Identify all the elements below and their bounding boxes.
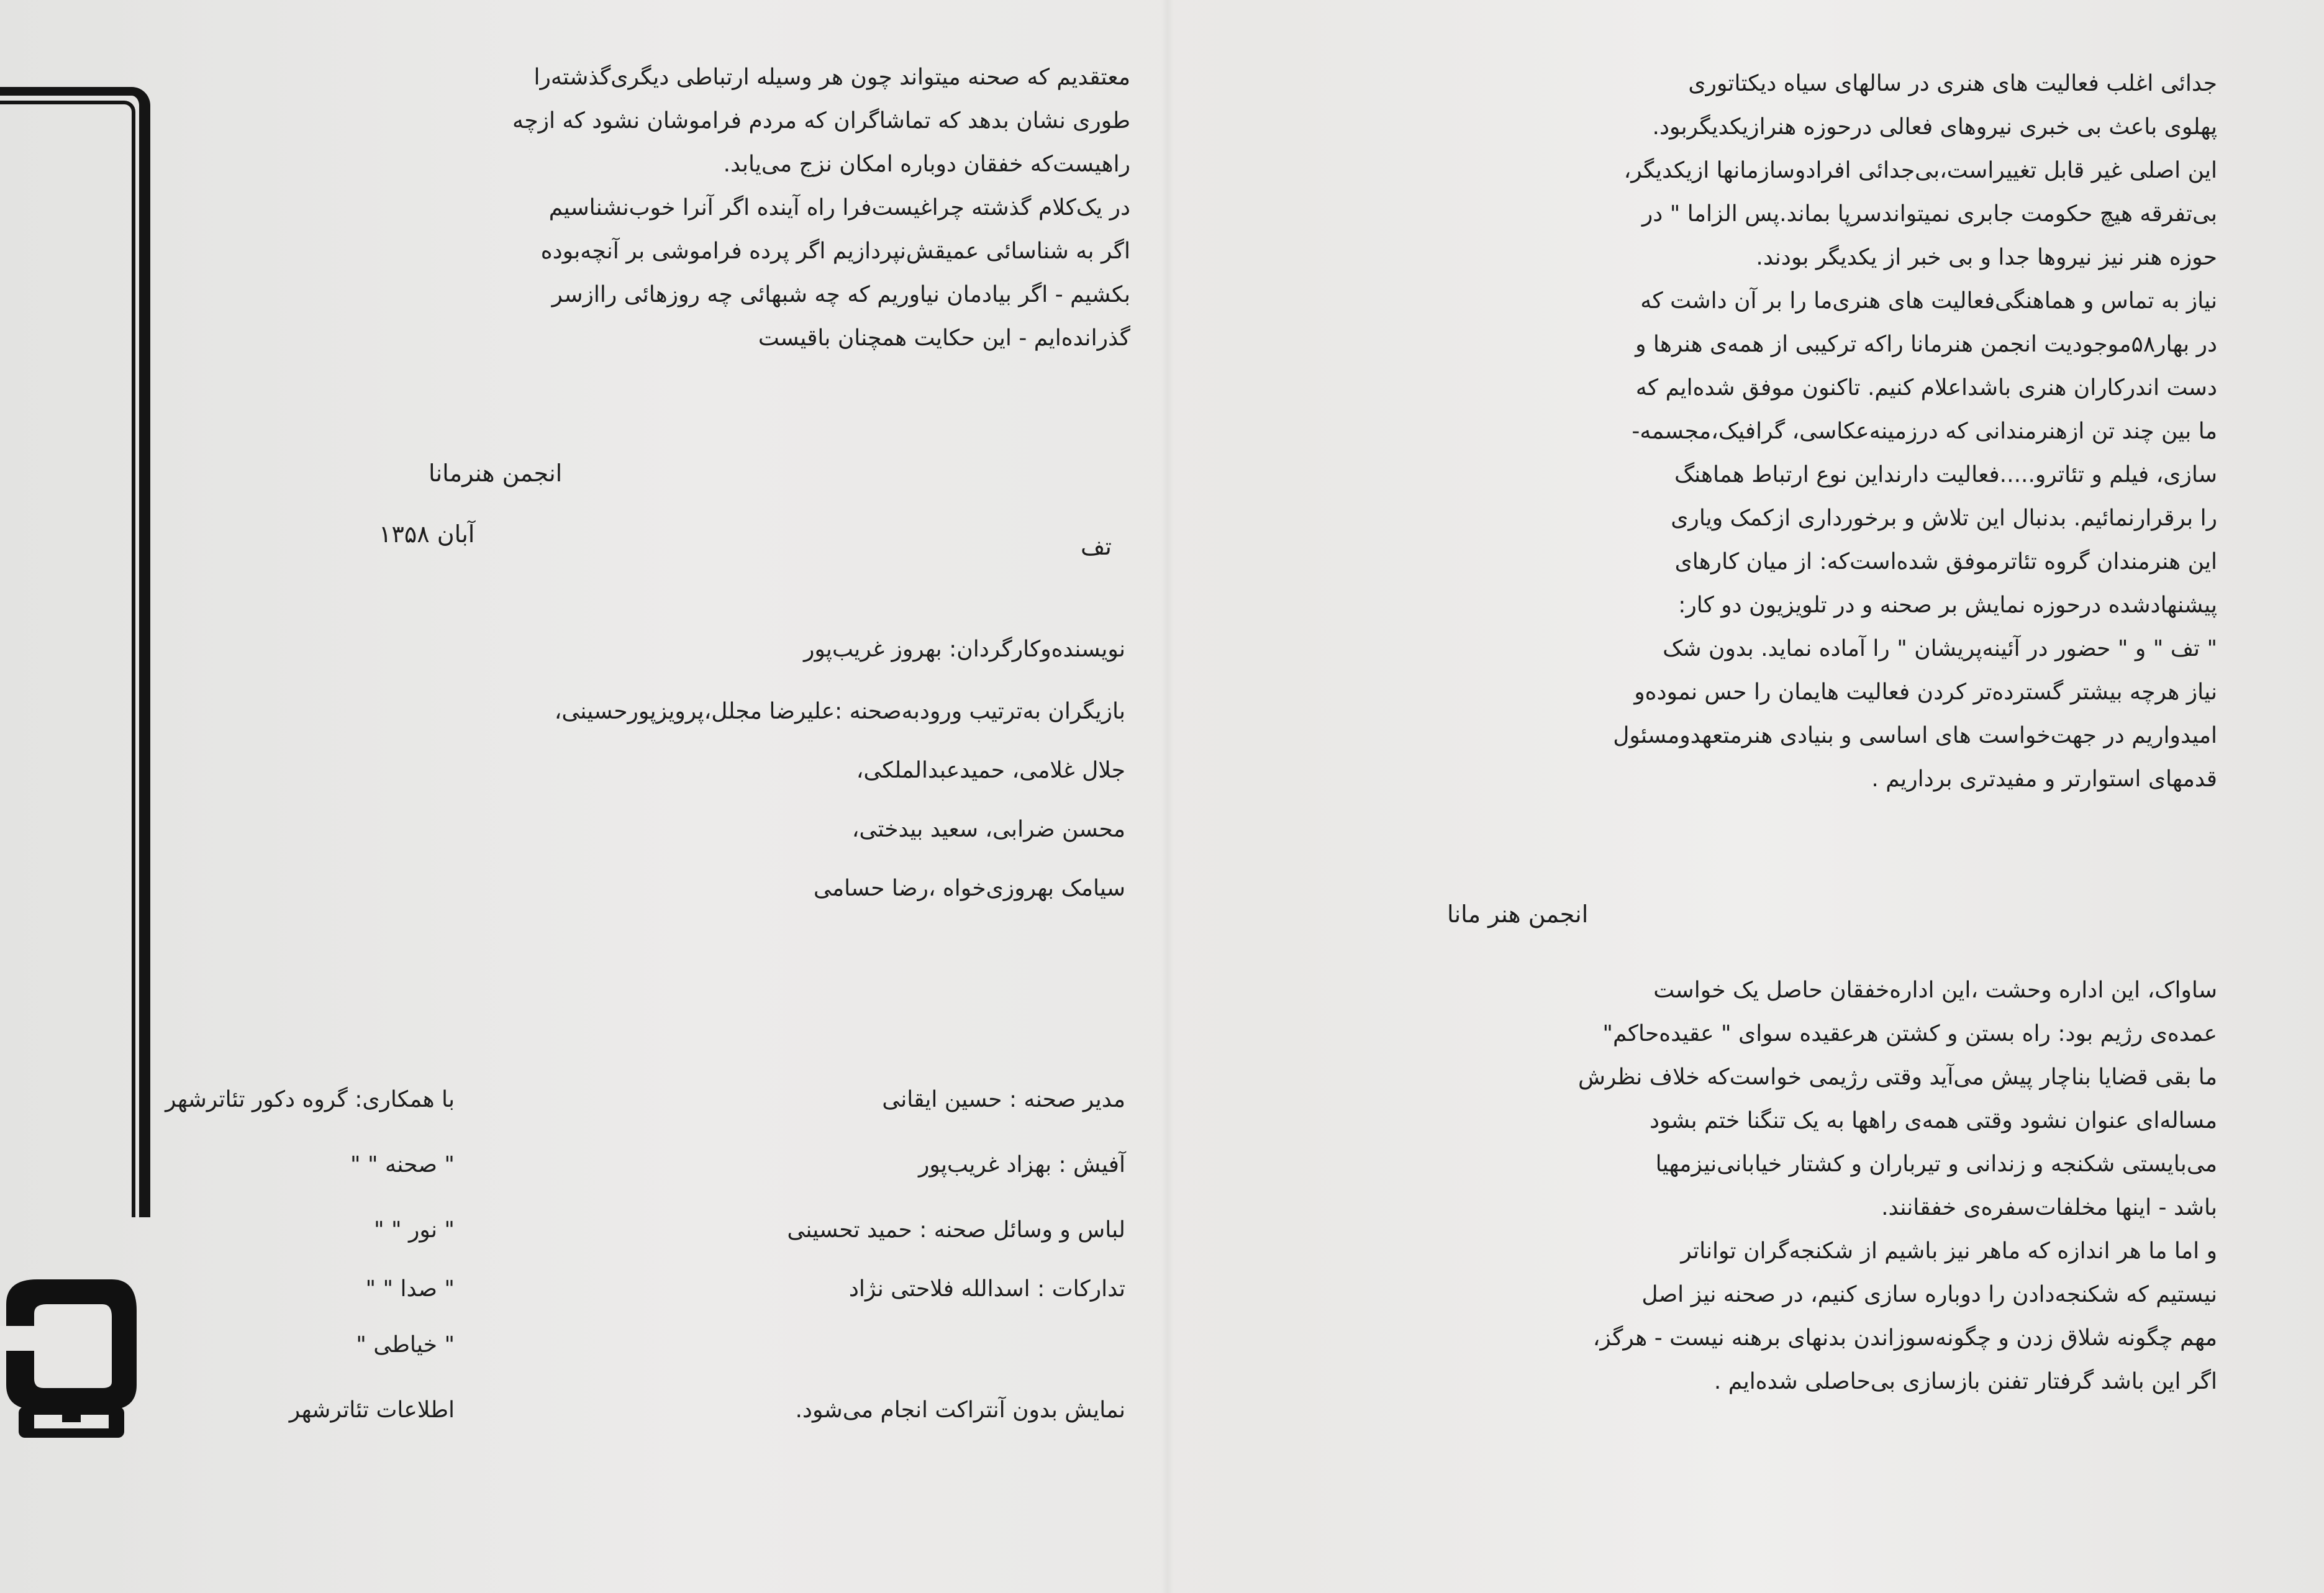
text-line: راهیست‌که خفقان دوباره امکان نزج می‌یابد. xyxy=(723,152,1130,177)
crew-role: آفیش : بهزاد غریب‌پور xyxy=(919,1152,1125,1178)
text-line: ما بقی قضایا بناچار پیش می‌آید وقتی رژیمی خواست‌که خلاف نظرش xyxy=(1577,1064,2217,1090)
text-line: بی‌تفرقه هیچ حکومت جابری نمیتواندسرپا بماند.پس الزاما " در xyxy=(1641,201,2217,227)
crew-collab: با همکاری: گروه دکور تئاترشهر xyxy=(165,1087,455,1112)
text-line: مساله‌ای عنوان نشود وقتی همه‌ی راهها به یک تنگنا ختم بشود xyxy=(1649,1108,2217,1133)
text-line: مهم چگونه شلاق زدن و چگونه‌سوزاندن بدنهای برهنه نیست - هرگز، xyxy=(1592,1325,2217,1351)
text-line: نیستیم که شکنجه‌دادن را دوباره سازی کنیم، در صحنه نیز اصل xyxy=(1641,1282,2217,1307)
cast-line: محسن ضرابی، سعید بیدختی، xyxy=(851,817,1125,842)
text-line: دست اندرکاران هنری باشداعلام کنیم. تاکنون موفق شده‌ایم که xyxy=(1635,375,2217,401)
text-line: سازی، فیلم و تئاترو.....فعالیت دارنداین نوع ارتباط هماهنگ xyxy=(1674,462,2217,488)
savak-paragraph xyxy=(1310,969,2217,1404)
text-line: حوزه هنر نیز نیروها جدا و بی خبر از یکدیگر بودند. xyxy=(1756,245,2217,270)
text-line: " تف " و " حضور در آئینه‌پریشان " را آماده نماید. بدون شک xyxy=(1663,636,2217,661)
text-line: قدمهای استوارتر و مفیدتری برداریم . xyxy=(1871,766,2217,792)
crew-role: تدارکات : اسدالله فلاحتی نژاد xyxy=(848,1276,1125,1302)
text-line: باشد - اینها مخلفات‌سفره‌ی خفقانند. xyxy=(1881,1195,2217,1220)
left-page-column xyxy=(236,56,1130,360)
text-line: معتقدیم که صحنه میتواند چون هر وسیله ارتباطی دیگری‌گذشته‌را xyxy=(533,65,1130,90)
text-line: پیشنهادشده درحوزه نمایش بر صحنه و در تلویزیون دو کار: xyxy=(1678,592,2217,618)
text-line: این اصلی غیر قابل تغییراست،بی‌جدائی افرادوسازمانها ازیکدیگر، xyxy=(1623,158,2217,183)
text-line: طوری نشان بدهد که تماشاگران که مردم فراموشان نشود که ازچه xyxy=(512,108,1130,134)
cast-line: سیامک بهروزی‌خواه ،رضا حسامی xyxy=(813,876,1125,901)
right-savak-column xyxy=(1310,969,2217,1404)
page-fold xyxy=(1161,0,1174,1593)
text-line: بکشیم - اگر بیادمان نیاوریم که چه شبهائی چه روزهائی راازسر xyxy=(551,282,1130,307)
text-line: نیاز هرچه بیشتر گسترده‌تر کردن فعالیت هایمان را حس نموده‌و xyxy=(1634,679,2217,705)
crew-role: نمایش بدون آنتراکت انجام می‌شود. xyxy=(795,1397,1125,1423)
crew-role: لباس و وسائل صحنه : حمید تحسینی xyxy=(787,1217,1125,1243)
right-intro-paragraph xyxy=(1310,62,2217,801)
play-title: تف xyxy=(1081,533,1112,560)
text-line: اگر این باشد گرفتار تفنن بازسازی بی‌حاصلی شده‌ایم . xyxy=(1713,1369,2217,1394)
text-line: و اما ما هر اندازه که ماهر نیز باشیم از شکنجه‌گران تواناتر xyxy=(1681,1238,2217,1264)
crew-collab: اطلاعات تئاترشهر xyxy=(289,1397,455,1423)
text-line: را برقرارنمائیم. بدنبال این تلاش و برخورداری ازکمک ویاری xyxy=(1671,506,2217,531)
left-signature-org: انجمن هنرمانا xyxy=(429,460,563,487)
theater-logo-icon xyxy=(0,1267,143,1447)
author-line: نویسنده‌وکارگردان: بهروز غریب‌پور xyxy=(803,637,1125,662)
crew-collab: " خیاطی " xyxy=(356,1332,455,1358)
text-line: در یک‌کلام گذشته چراغیست‌فرا راه آینده اگر آنرا خوب‌نشناسیم xyxy=(548,195,1130,220)
text-line: ساواک، این اداره وحشت ،این اداره‌خفقان حاصل یک خواست xyxy=(1653,978,2217,1003)
left-signature-date: آبان ۱۳۵۸ xyxy=(379,520,475,548)
crew-collab: " صحنه " " xyxy=(350,1152,455,1178)
right-page-column xyxy=(1310,62,2217,801)
text-line: امیدواریم در جهت‌خواست های اساسی و بنیادی هنرمتعهدومسئول xyxy=(1613,723,2217,748)
left-intro-paragraph xyxy=(236,56,1130,360)
right-signature: انجمن هنر مانا xyxy=(1447,901,1589,928)
crew-collab: " صدا " " xyxy=(365,1276,455,1302)
text-line: نیاز به تماس و هماهنگی‌فعالیت های هنری‌ما را بر آن داشت که xyxy=(1640,288,2217,314)
text-line: اگر به شناسائی عمیقش‌نپردازیم اگر پرده فراموشی بر آنچه‌بوده xyxy=(540,238,1130,264)
text-line: پهلوی باعث بی خبری نیروهای فعالی درحوزه هنرازیکدیگربود. xyxy=(1652,114,2217,140)
text-line: جدائی اغلب فعالیت های هنری در سالهای سیاه دیکتاتوری xyxy=(1688,71,2217,96)
text-line: عمده‌ی رژیم بود: راه بستن و کشتن هرعقیده سوای " عقیده‌حاکم" xyxy=(1602,1021,2217,1046)
text-line: این هنرمندان گروه تئاترموفق شده‌است‌که: از میان کارهای xyxy=(1674,549,2217,574)
text-line: در بهار۵۸موجودیت انجمن هنرمانا راکه ترکیبی از همه‌ی هنرها و xyxy=(1635,332,2217,357)
cast-line: بازیگران به‌ترتیب ورودبه‌صحنه :علیرضا مجلل،پرویزپورحسینی، xyxy=(554,699,1125,724)
cast-line: جلال غلامی، حمیدعبدالملکی، xyxy=(856,758,1125,783)
text-line: گذرانده‌ایم - این حکایت همچنان باقیست xyxy=(758,325,1130,351)
crew-collab: " نور " " xyxy=(373,1217,455,1243)
text-line: می‌بایستی شکنجه و زندانی و تیرباران و کشتار خیابانی‌نیزمهیا xyxy=(1655,1151,2217,1177)
text-line: ما بین چند تن ازهنرمندانی که درزمینه‌عکاسی، گرافیک،مجسمه- xyxy=(1632,419,2217,444)
decorative-frame-inner xyxy=(0,101,135,1217)
crew-role: مدیر صحنه : حسین ایقانی xyxy=(882,1087,1125,1112)
